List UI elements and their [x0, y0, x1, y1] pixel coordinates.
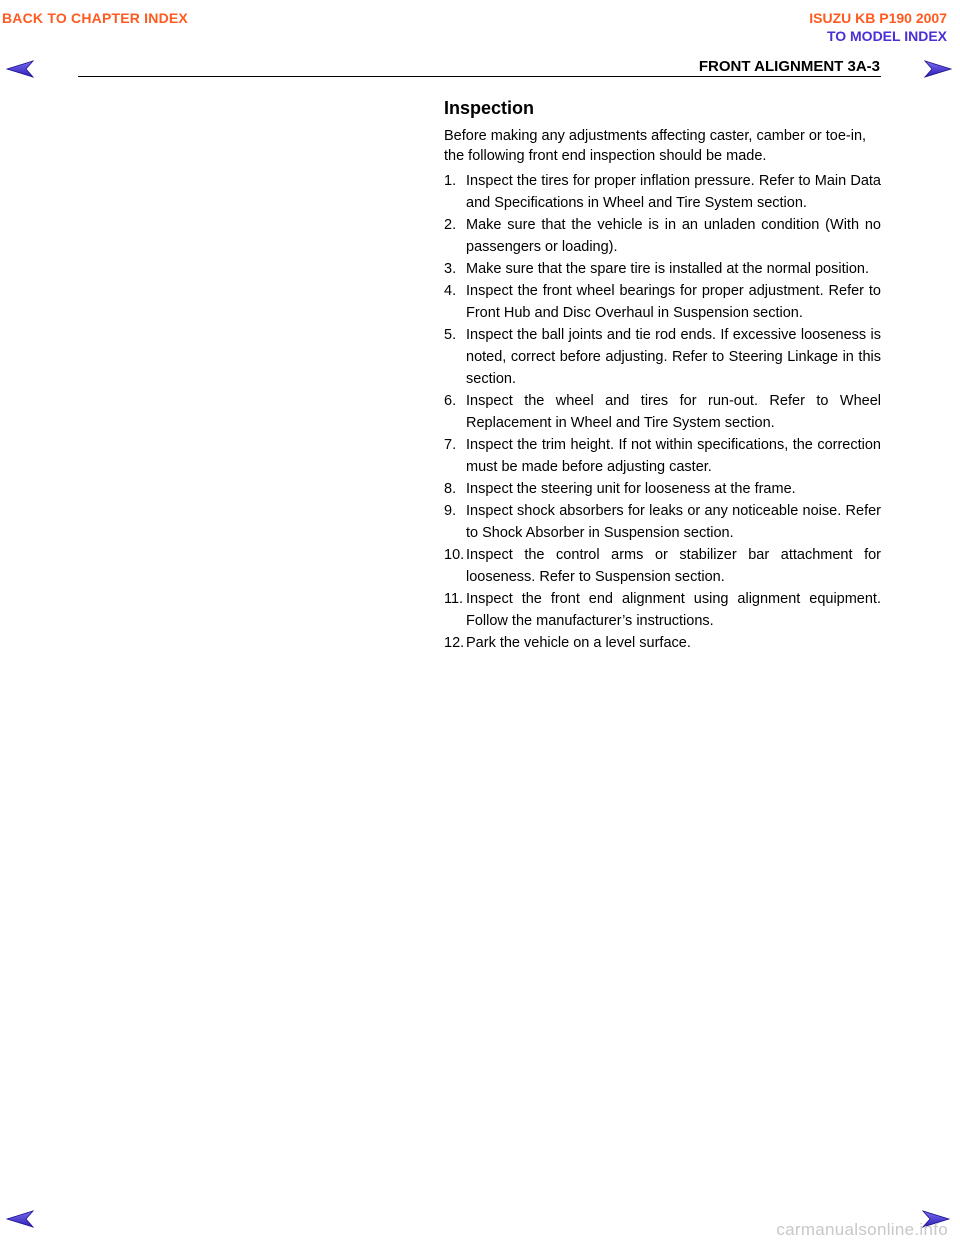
inspection-section	[444, 96, 881, 654]
step-text: Inspect the front wheel bearings for proper adjustment. Refer to Front Hub and Disc Overhaul in Suspension section.	[466, 283, 881, 321]
section-intro: Before making any adjustments affecting caster, camber or toe-in, the following front end inspection should be made.	[444, 128, 867, 164]
step-number: 7.	[444, 437, 457, 453]
step-number: 5.	[444, 327, 457, 343]
step-text: Inspect the tires for proper inflation pressure. Refer to Main Data and Specifications in Wheel and Tire System section.	[466, 173, 881, 211]
inspection-steps-list	[444, 170, 881, 654]
to-model-index-link[interactable]: TO MODEL INDEX	[826, 28, 947, 44]
inspection-step	[444, 632, 881, 654]
step-text: Inspect the ball joints and tie rod ends. If excessive looseness is noted, correct before adjusting. Refer to Steering Linkage in this section.	[466, 327, 881, 387]
inspection-step	[444, 478, 881, 500]
inspection-step	[444, 280, 881, 324]
prev-page-bottom-arrow-icon[interactable]	[6, 1210, 34, 1228]
inspection-step	[444, 544, 881, 588]
inspection-step	[444, 258, 881, 280]
page-header-title: FRONT ALIGNMENT 3A-3	[698, 58, 880, 75]
step-text: Inspect the wheel and tires for run-out. Refer to Wheel Replacement in Wheel and Tire System section.	[466, 393, 881, 431]
watermark: carmanualsonline.info	[776, 1220, 948, 1239]
section-heading: Inspection	[444, 98, 535, 118]
step-text: Inspect the control arms or stabilizer bar attachment for looseness. Refer to Suspension section.	[466, 547, 881, 585]
step-text: Park the vehicle on a level surface.	[466, 635, 691, 651]
inspection-step	[444, 434, 881, 478]
next-page-arrow-icon[interactable]	[924, 60, 952, 78]
inspection-step	[444, 170, 881, 214]
step-number: 3.	[444, 261, 457, 277]
inspection-step	[444, 500, 881, 544]
step-text: Inspect the steering unit for looseness at the frame.	[466, 481, 796, 497]
prev-page-arrow-icon[interactable]	[6, 60, 34, 78]
inspection-step	[444, 324, 881, 390]
inspection-step	[444, 588, 881, 632]
back-to-chapter-index-link[interactable]: BACK TO CHAPTER INDEX	[2, 10, 188, 26]
step-number: 1.	[444, 173, 457, 189]
step-number: 11.	[444, 591, 464, 607]
step-number: 12.	[444, 635, 465, 651]
step-text: Inspect shock absorbers for leaks or any noticeable noise. Refer to Shock Absorber in Suspension section.	[466, 503, 881, 541]
step-text: Make sure that the vehicle is in an unladen condition (With no passengers or loading).	[466, 217, 881, 255]
step-number: 9.	[444, 503, 457, 519]
step-text: Make sure that the spare tire is installed at the normal position.	[466, 261, 869, 277]
step-text: Inspect the trim height. If not within specifications, the correction must be made before adjusting caster.	[466, 437, 881, 475]
header-divider	[78, 76, 881, 77]
step-number: 10.	[444, 547, 465, 563]
model-title: ISUZU KB P190 2007	[809, 10, 947, 26]
inspection-step	[444, 214, 881, 258]
step-text: Inspect the front end alignment using alignment equipment. Follow the manufacturer’s instructions.	[466, 591, 881, 629]
step-number: 8.	[444, 481, 457, 497]
step-number: 2.	[444, 217, 457, 233]
step-number: 6.	[444, 393, 457, 409]
step-number: 4.	[444, 283, 457, 299]
inspection-step	[444, 390, 881, 434]
